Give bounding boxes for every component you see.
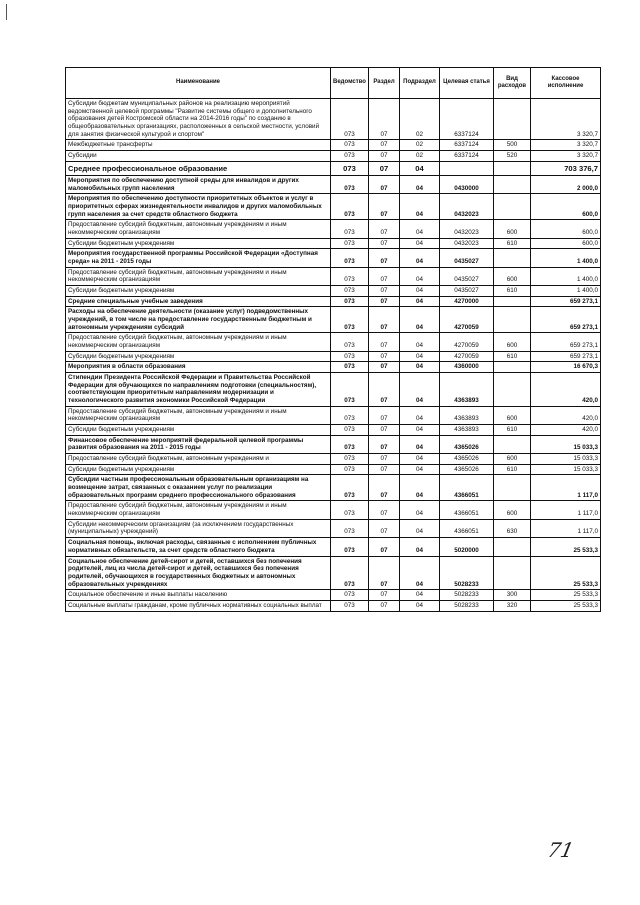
- row-expense-type: [494, 435, 531, 453]
- row-target: 4270059: [440, 333, 494, 351]
- row-subsection: 04: [400, 307, 440, 333]
- table-row: [66, 556, 601, 590]
- row-section: 07: [369, 286, 400, 297]
- row-dept: 073: [331, 556, 369, 590]
- row-name: Социальная помощь, включая расходы, связанные с исполнением публичных нормативных обязательств, за счет средств областного бюджета: [66, 538, 331, 556]
- row-target: 4360000: [440, 362, 494, 373]
- row-expense-type: 610: [494, 286, 531, 297]
- row-dept: 073: [331, 351, 369, 362]
- row-name: Мероприятия государственной программы Российской Федерации «Доступная среда» на 2011 - 2015 годы: [66, 249, 331, 267]
- row-section: 07: [369, 464, 400, 475]
- row-subsection: 04: [400, 161, 440, 175]
- table-row: [66, 99, 601, 140]
- handwritten-page-number: 71: [545, 838, 577, 862]
- row-amount: 659 273,1: [531, 296, 601, 307]
- row-name: Субсидии: [66, 151, 331, 162]
- row-name: Социальные выплаты гражданам, кроме публичных нормативных социальных выплат: [66, 600, 331, 611]
- row-target: 0432023: [440, 194, 494, 220]
- row-dept: 073: [331, 249, 369, 267]
- row-dept: 073: [331, 267, 369, 285]
- row-dept: 073: [331, 519, 369, 537]
- row-amount: 420,0: [531, 373, 601, 407]
- row-expense-type: 600: [494, 454, 531, 465]
- row-name: Субсидии бюджетным учреждениям: [66, 425, 331, 436]
- row-section: 07: [369, 590, 400, 601]
- row-expense-type: [494, 249, 531, 267]
- row-section: 07: [369, 351, 400, 362]
- row-section: 07: [369, 406, 400, 424]
- row-section: 07: [369, 238, 400, 249]
- row-name: Мероприятия в области образования: [66, 362, 331, 373]
- row-subsection: 02: [400, 151, 440, 162]
- table-row: [66, 464, 601, 475]
- row-amount: 3 320,7: [531, 140, 601, 151]
- row-section: 07: [369, 175, 400, 193]
- row-section: 07: [369, 425, 400, 436]
- row-expense-type: [494, 296, 531, 307]
- row-name: Предоставление субсидий бюджетным, автономным учреждениям и иным некоммерческим организациям: [66, 333, 331, 351]
- row-target: 6337124: [440, 151, 494, 162]
- table-row: [66, 351, 601, 362]
- row-amount: 1 400,0: [531, 286, 601, 297]
- row-expense-type: 500: [494, 140, 531, 151]
- row-target: 4366051: [440, 519, 494, 537]
- row-section: 07: [369, 373, 400, 407]
- row-subsection: 04: [400, 296, 440, 307]
- row-section: 07: [369, 362, 400, 373]
- table-row: [66, 151, 601, 162]
- row-amount: 1 400,0: [531, 267, 601, 285]
- row-section: 07: [369, 435, 400, 453]
- budget-execution-table: [65, 67, 601, 612]
- row-name: Социальное обеспечение детей-сирот и детей, оставшихся без попечения родителей, лиц из числа детей-сирот и детей, оставшихся без попечения родителей, обучающихся в государственных бюджетных и автономных образовательных учреждениях: [66, 556, 331, 590]
- row-name: Субсидии частным профессиональным образовательным организациям на возмещение затрат, связанных с оказанием услуг по реализации образовательных программ среднего профессионального образования: [66, 475, 331, 501]
- row-target: 0435027: [440, 249, 494, 267]
- row-expense-type: [494, 475, 531, 501]
- row-dept: 073: [331, 475, 369, 501]
- row-expense-type: 610: [494, 464, 531, 475]
- table-row: [66, 194, 601, 220]
- row-target: 4270059: [440, 307, 494, 333]
- table-row: [66, 249, 601, 267]
- row-amount: 15 033,3: [531, 464, 601, 475]
- row-expense-type: 600: [494, 406, 531, 424]
- row-subsection: 04: [400, 333, 440, 351]
- row-section: 07: [369, 333, 400, 351]
- table-row: [66, 501, 601, 519]
- row-subsection: 04: [400, 435, 440, 453]
- row-expense-type: 630: [494, 519, 531, 537]
- row-subsection: 04: [400, 590, 440, 601]
- row-amount: 420,0: [531, 425, 601, 436]
- row-dept: 073: [331, 454, 369, 465]
- row-expense-type: [494, 194, 531, 220]
- row-name: Субсидии бюджетным учреждениям: [66, 464, 331, 475]
- row-amount: 659 273,1: [531, 351, 601, 362]
- table-row: [66, 140, 601, 151]
- row-expense-type: [494, 373, 531, 407]
- row-amount: 1 400,0: [531, 249, 601, 267]
- row-subsection: 02: [400, 99, 440, 140]
- row-subsection: 04: [400, 464, 440, 475]
- table-row: [66, 373, 601, 407]
- row-target: 4365026: [440, 464, 494, 475]
- row-target: 4366051: [440, 501, 494, 519]
- row-target: 4366051: [440, 475, 494, 501]
- header-amount: Кассовое исполнение: [531, 68, 601, 99]
- row-section: 07: [369, 501, 400, 519]
- row-section: 07: [369, 556, 400, 590]
- row-name: Предоставление субсидий бюджетным, автономным учреждениям и иным некоммерческим организациям: [66, 220, 331, 238]
- row-amount: 25 533,3: [531, 590, 601, 601]
- row-name: Субсидии бюджетным учреждениям: [66, 238, 331, 249]
- scan-edge-mark: [6, 4, 7, 20]
- row-subsection: 04: [400, 351, 440, 362]
- row-amount: 1 117,0: [531, 519, 601, 537]
- row-amount: 420,0: [531, 406, 601, 424]
- table-row: [66, 425, 601, 436]
- row-amount: 600,0: [531, 238, 601, 249]
- row-amount: 3 320,7: [531, 99, 601, 140]
- row-subsection: 04: [400, 286, 440, 297]
- table-row: [66, 590, 601, 601]
- row-expense-type: 600: [494, 220, 531, 238]
- table-row: [66, 454, 601, 465]
- row-dept: 073: [331, 435, 369, 453]
- row-expense-type: 610: [494, 238, 531, 249]
- row-expense-type: [494, 175, 531, 193]
- row-expense-type: 600: [494, 333, 531, 351]
- row-target: 0432023: [440, 238, 494, 249]
- row-dept: 073: [331, 600, 369, 611]
- row-expense-type: [494, 362, 531, 373]
- row-amount: 3 320,7: [531, 151, 601, 162]
- table-row: [66, 267, 601, 285]
- row-section: 07: [369, 519, 400, 537]
- row-amount: 25 533,3: [531, 556, 601, 590]
- row-section: 07: [369, 475, 400, 501]
- row-expense-type: [494, 161, 531, 175]
- row-dept: 073: [331, 220, 369, 238]
- row-target: 5020000: [440, 538, 494, 556]
- row-dept: 073: [331, 161, 369, 175]
- row-target: 4270000: [440, 296, 494, 307]
- row-name: Расходы на обеспечение деятельности (оказание услуг) подведомственных учреждений, в том числе на предоставление государственным бюджетным и автономным учреждениям субсидий: [66, 307, 331, 333]
- row-target: 0435027: [440, 267, 494, 285]
- row-amount: 1 117,0: [531, 475, 601, 501]
- row-target: 5028233: [440, 590, 494, 601]
- row-target: 6337124: [440, 99, 494, 140]
- row-name: Социальное обеспечение и иные выплаты населению: [66, 590, 331, 601]
- row-dept: 073: [331, 238, 369, 249]
- row-subsection: 02: [400, 140, 440, 151]
- row-amount: 25 533,3: [531, 600, 601, 611]
- row-subsection: 04: [400, 406, 440, 424]
- row-target: 5028233: [440, 556, 494, 590]
- row-dept: 073: [331, 590, 369, 601]
- table-row: [66, 475, 601, 501]
- row-subsection: 04: [400, 220, 440, 238]
- row-dept: 073: [331, 373, 369, 407]
- table-row: [66, 333, 601, 351]
- table-row: [66, 286, 601, 297]
- row-section: 07: [369, 140, 400, 151]
- row-subsection: 04: [400, 362, 440, 373]
- header-name: Наименование: [66, 68, 331, 99]
- row-target: 0430000: [440, 175, 494, 193]
- row-target: 4365026: [440, 435, 494, 453]
- row-target: 4270059: [440, 351, 494, 362]
- table-row: [66, 175, 601, 193]
- table-row: [66, 161, 601, 175]
- row-dept: 073: [331, 538, 369, 556]
- table-row: [66, 307, 601, 333]
- row-amount: 15 033,3: [531, 435, 601, 453]
- row-amount: 2 000,0: [531, 175, 601, 193]
- header-target: Целевая статья: [440, 68, 494, 99]
- row-target: [440, 161, 494, 175]
- row-amount: 659 273,1: [531, 307, 601, 333]
- table-row: [66, 238, 601, 249]
- row-section: 07: [369, 600, 400, 611]
- row-name: Стипендии Президента Российской Федерации и Правительства Российской Федерации для обучающихся по направлениям подготовки (специальностям), соответствующим приоритетным направлениям модернизации и технологического развития экономики Российской Федерации: [66, 373, 331, 407]
- row-name: Предоставление субсидий бюджетным, автономным учреждениям и иным некоммерческим организациям: [66, 501, 331, 519]
- row-amount: 600,0: [531, 194, 601, 220]
- row-section: 07: [369, 454, 400, 465]
- row-expense-type: 600: [494, 501, 531, 519]
- row-target: 0435027: [440, 286, 494, 297]
- row-subsection: 04: [400, 194, 440, 220]
- row-name: Предоставление субсидий бюджетным, автономным учреждениям и иным некоммерческим организациям: [66, 406, 331, 424]
- table-row: [66, 406, 601, 424]
- row-expense-type: [494, 307, 531, 333]
- row-target: 4363893: [440, 406, 494, 424]
- row-name: Субсидии некоммерческим организациям (за исключением государственных (муниципальных) учреждений): [66, 519, 331, 537]
- row-name: Предоставление субсидий бюджетным, автономным учреждениям и иным некоммерческим организациям: [66, 267, 331, 285]
- row-dept: 073: [331, 286, 369, 297]
- row-subsection: 04: [400, 454, 440, 465]
- row-subsection: 04: [400, 519, 440, 537]
- table-row: [66, 600, 601, 611]
- row-amount: 659 273,1: [531, 333, 601, 351]
- row-dept: 073: [331, 362, 369, 373]
- row-subsection: 04: [400, 538, 440, 556]
- row-target: 0432023: [440, 220, 494, 238]
- row-dept: 073: [331, 99, 369, 140]
- row-expense-type: [494, 556, 531, 590]
- row-dept: 073: [331, 425, 369, 436]
- row-expense-type: 300: [494, 590, 531, 601]
- table-header-row: [66, 68, 601, 99]
- row-dept: 073: [331, 464, 369, 475]
- header-dept: Ведомство: [331, 68, 369, 99]
- row-amount: 15 033,3: [531, 454, 601, 465]
- row-section: 07: [369, 194, 400, 220]
- table-row: [66, 362, 601, 373]
- row-amount: 1 117,0: [531, 501, 601, 519]
- row-name: Мероприятия по обеспечению доступной среды для инвалидов и других маломобильных групп населения: [66, 175, 331, 193]
- row-dept: 073: [331, 151, 369, 162]
- row-amount: 16 670,3: [531, 362, 601, 373]
- row-name: Средние специальные учебные заведения: [66, 296, 331, 307]
- header-section: Раздел: [369, 68, 400, 99]
- row-expense-type: 600: [494, 267, 531, 285]
- row-section: 07: [369, 296, 400, 307]
- row-target: 5028233: [440, 600, 494, 611]
- row-dept: 073: [331, 140, 369, 151]
- row-dept: 073: [331, 307, 369, 333]
- row-section: 07: [369, 538, 400, 556]
- row-expense-type: 610: [494, 351, 531, 362]
- row-dept: 073: [331, 296, 369, 307]
- row-name: Субсидии бюджетным учреждениям: [66, 286, 331, 297]
- row-section: 07: [369, 161, 400, 175]
- row-name: Среднее профессиональное образование: [66, 161, 331, 175]
- table-row: [66, 296, 601, 307]
- table-row: [66, 220, 601, 238]
- row-dept: 073: [331, 406, 369, 424]
- row-name: Межбюджетные трансферты: [66, 140, 331, 151]
- row-subsection: 04: [400, 175, 440, 193]
- row-section: 07: [369, 249, 400, 267]
- row-dept: 073: [331, 333, 369, 351]
- row-name: Мероприятия по обеспечению доступности приоритетных объектов и услуг в приоритетных сферах жизнедеятельности инвалидов и других маломобильных групп населения за счет средств областного бюджета: [66, 194, 331, 220]
- row-section: 07: [369, 267, 400, 285]
- row-dept: 073: [331, 194, 369, 220]
- row-section: 07: [369, 220, 400, 238]
- row-expense-type: 320: [494, 600, 531, 611]
- header-subsection: Подраздел: [400, 68, 440, 99]
- row-subsection: 04: [400, 556, 440, 590]
- row-amount: 600,0: [531, 220, 601, 238]
- row-expense-type: [494, 99, 531, 140]
- row-amount: 703 376,7: [531, 161, 601, 175]
- row-subsection: 04: [400, 267, 440, 285]
- row-amount: 25 533,3: [531, 538, 601, 556]
- table-row: [66, 519, 601, 537]
- row-name: Субсидии бюджетам муниципальных районов на реализацию мероприятий ведомственной целевой программы "Развитие системы общего и дополнительного образования детей Костромской области на 2014-2016 годы" по созданию в общеобразовательных организациях, расположенных в сельской местности, условий для занятия физической культурой и спортом": [66, 99, 331, 140]
- row-subsection: 04: [400, 475, 440, 501]
- row-target: 4363893: [440, 373, 494, 407]
- table-row: [66, 435, 601, 453]
- row-target: 4365026: [440, 454, 494, 465]
- row-expense-type: 610: [494, 425, 531, 436]
- row-target: 4363893: [440, 425, 494, 436]
- header-expense-type: Вид расходов: [494, 68, 531, 99]
- row-subsection: 04: [400, 249, 440, 267]
- row-subsection: 04: [400, 600, 440, 611]
- row-section: 07: [369, 99, 400, 140]
- row-expense-type: [494, 538, 531, 556]
- row-expense-type: 520: [494, 151, 531, 162]
- row-subsection: 04: [400, 373, 440, 407]
- table-row: [66, 538, 601, 556]
- row-section: 07: [369, 307, 400, 333]
- row-subsection: 04: [400, 425, 440, 436]
- row-section: 07: [369, 151, 400, 162]
- row-name: Субсидии бюджетным учреждениям: [66, 351, 331, 362]
- row-name: Предоставление субсидий бюджетным, автономным учреждениям и: [66, 454, 331, 465]
- row-subsection: 04: [400, 238, 440, 249]
- row-target: 6337124: [440, 140, 494, 151]
- row-subsection: 04: [400, 501, 440, 519]
- row-dept: 073: [331, 175, 369, 193]
- row-name: Финансовое обеспечение мероприятий федеральной целевой программы развития образования на 2011 - 2015 годы: [66, 435, 331, 453]
- row-dept: 073: [331, 501, 369, 519]
